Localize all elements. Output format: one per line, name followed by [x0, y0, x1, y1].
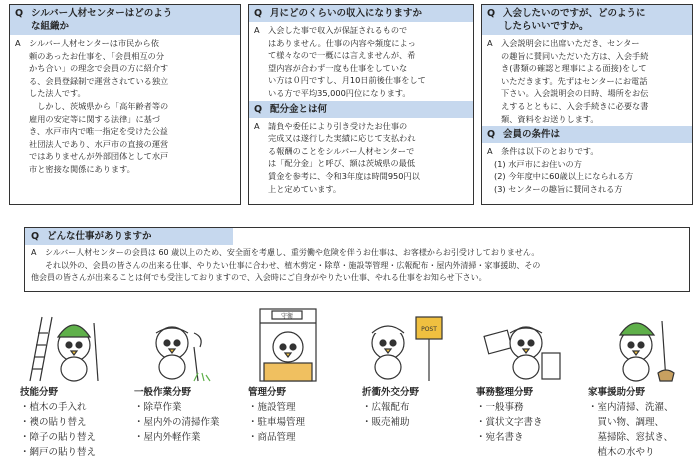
- category-item: ・商品管理: [248, 432, 296, 443]
- condition-item: (1) 水戸市にお住いの方: [494, 158, 582, 169]
- a-marker: A: [15, 38, 21, 48]
- question-title: 月にどのくらいの収入になりますか: [270, 8, 423, 19]
- category-general-work: [134, 385, 220, 445]
- answer-paragraph: [29, 37, 235, 100]
- answer-line: はありません。仕事の内容や頻度によっ: [268, 37, 416, 48]
- category-title: 事務整理分野: [476, 387, 534, 398]
- question-title: 配分金とは何: [270, 103, 328, 115]
- a-marker: A: [254, 120, 260, 131]
- a-marker: A: [254, 25, 260, 35]
- a-marker: A: [487, 146, 493, 157]
- answer-line: 入会した事で収入が保証されるもので: [268, 25, 408, 35]
- answer-line: えするとともに、入会手続きに必要な書: [501, 100, 649, 111]
- category-item: ・販売補助: [362, 417, 410, 428]
- answer-line: 条件は以下のとおりです。: [501, 146, 599, 157]
- answer-line: 頼のあったお仕事を、「会員相互の分: [29, 50, 165, 61]
- answer-body: [249, 22, 473, 100]
- category-item: ・屋内外軽作業: [134, 432, 201, 443]
- answer-body: [482, 35, 692, 125]
- category-item: ・賞状文字書き: [476, 417, 543, 428]
- category-item: ・除草作業: [134, 402, 182, 413]
- answer-line: 下さい。入会説明会の日時、場所をお伝: [501, 88, 649, 99]
- q-marker: Q: [487, 129, 496, 141]
- answer-line: 上と定めています。: [268, 183, 342, 194]
- question-title-line: したらいいですか。: [503, 21, 589, 32]
- category-item: ・駐車場管理: [248, 417, 306, 428]
- guard-sign: 守衛: [280, 313, 294, 320]
- mascot-gardener-illustration: [18, 303, 108, 383]
- category-title: 技能分野: [20, 387, 59, 398]
- answer-line: る、会員登録制で運営されている独立: [29, 75, 169, 86]
- category-title: 折衝外交分野: [362, 387, 420, 398]
- category-item: ・一般事務: [476, 402, 524, 413]
- faq-box-organization: [9, 4, 241, 205]
- faq-box-join: [481, 4, 693, 205]
- q-marker: Q: [31, 231, 40, 242]
- faq-box-income: [248, 4, 474, 205]
- condition-item: (2) 今年度中に60歳以上になられる方: [494, 171, 634, 182]
- category-item: ・障子の貼り替え: [20, 432, 97, 443]
- category-title: 家事援助分野: [588, 387, 646, 398]
- mascot-office-illustration: [478, 303, 568, 383]
- question-header: [482, 126, 692, 143]
- question-header: [25, 228, 233, 245]
- answer-line: 賃金を参考に、令和3年度は時間950円以: [268, 170, 420, 181]
- category-negotiation: [362, 385, 419, 430]
- faq-box-jobs: [24, 227, 690, 292]
- q-marker: Q: [487, 8, 496, 19]
- answer-line: 望内容が合わず一度も仕事をしていな: [268, 62, 408, 73]
- answer-body: [25, 245, 689, 287]
- answer-line: いる方で平均35,000円位になります。: [268, 87, 411, 98]
- answer-line: は「配分金」と呼び、額は茨城県の最低: [268, 158, 416, 169]
- answer-line: シルバー人材センターの会員は 60 歳以上のため、安全面を考慮し、重労働や危険を伴うお仕事は、お客様からお引受けしておりません。: [45, 248, 540, 257]
- question-header: [249, 101, 473, 118]
- answer-line: て様々なので一概には言えませんが、希: [268, 50, 416, 61]
- answer-line: シルバー人材センターは市民から依: [29, 38, 159, 48]
- category-item: ・宛名書き: [476, 432, 524, 443]
- category-title: 一般作業分野: [134, 387, 192, 398]
- question-title-line: な組織か: [31, 21, 70, 32]
- q-marker: Q: [15, 8, 24, 19]
- category-item: ・植木の手入れ: [20, 402, 87, 413]
- category-item: 買い物、調理、: [588, 417, 665, 428]
- question-header: [10, 5, 240, 35]
- answer-line: ではありませんが外部団体として水戸: [29, 151, 169, 162]
- category-management: [248, 385, 305, 445]
- category-item: ・網戸の貼り替え: [20, 447, 97, 458]
- category-skills: [20, 385, 96, 460]
- answer-body: [249, 118, 473, 196]
- answer-line: した法人です。: [29, 88, 86, 99]
- answer-line: 請負や委任により引き受けたお仕事の: [268, 120, 408, 131]
- answer-line: き(書類の確認と理事による面接)をして: [501, 63, 647, 74]
- mascot-post-illustration: [358, 303, 448, 383]
- q-marker: Q: [254, 8, 263, 19]
- category-item: ・室内清掃、洗濯、: [588, 402, 674, 413]
- question-title-line: シルバー人材センターはどのよう: [31, 8, 173, 19]
- category-housework: [588, 385, 674, 460]
- answer-line: 他会員の皆さんが出来ることは何でも受注しておりますので、入会時にご自身がやりたい仕事、やれる仕事をお知らせ下さい。: [31, 273, 487, 282]
- a-marker: A: [487, 38, 493, 48]
- answer-line: い方は０円ですし、月10日前後仕事をして: [268, 75, 426, 86]
- question-title-line: 入会したいのですが、どのように: [503, 8, 646, 19]
- answer-line: 雇用の安定等に関する法律」に基づ: [29, 113, 161, 124]
- answer-line: き、水戸市内で唯一指定を受けた公益: [29, 126, 168, 137]
- conditions-list: [482, 158, 692, 196]
- answer-line: 市と密接な関係にあります。: [29, 163, 135, 174]
- answer-line: る報酬のことをシルバー人材センターで: [268, 145, 415, 156]
- answer-line: 社団法人であり、水戸市の直接の運営: [29, 138, 169, 149]
- question-title: どんな仕事がありますか: [47, 231, 152, 242]
- condition-item: (3) センターの趣旨に賛同される方: [494, 183, 623, 194]
- mascot-housework-illustration: [596, 303, 686, 383]
- category-item: ・襖の貼り替え: [20, 417, 87, 428]
- answer-body: [482, 143, 692, 158]
- answer-line: 類、資料をお送りします。: [501, 113, 599, 124]
- mascot-guard-booth-illustration: [240, 303, 330, 383]
- answer-line: いただきます。先ずはセンターにお電話: [501, 75, 648, 86]
- answer-paragraph: [29, 100, 235, 176]
- answer-line: の趣旨に賛同いただいた方は、入会手続: [501, 50, 649, 61]
- category-office: [476, 385, 543, 445]
- answer-line: かち合い」の理念で会員の方に紹介す: [29, 63, 169, 74]
- mascot-weeding-illustration: [128, 303, 218, 383]
- answer-line: それ以外の、会員の皆さんの出来る仕事、やりたい仕事に合わせ、植木剪定・除草・施設等管理・広報配布・屋内外清掃・家事援助、その: [45, 260, 541, 270]
- question-header: [249, 5, 473, 22]
- answer-body: [10, 35, 240, 176]
- category-item: ・屋内外の清掃作業: [134, 417, 220, 428]
- category-item: ・施設管理: [248, 402, 296, 413]
- answer-line: 完成又は遂行した実績に応じて支払われ: [268, 133, 416, 144]
- a-marker: A: [31, 248, 37, 257]
- answer-line: 入会説明会に出席いただき、センター: [501, 38, 640, 48]
- category-title: 管理分野: [248, 387, 287, 398]
- post-sign: POST: [421, 326, 437, 333]
- q-marker: Q: [254, 103, 263, 115]
- question-title: 会員の条件は: [503, 129, 561, 141]
- category-item: ・広報配布: [362, 402, 410, 413]
- answer-line: しかし、茨城県から「高年齢者等の: [37, 100, 169, 111]
- category-item: 植木の水やり: [588, 447, 655, 458]
- category-item: 墓掃除、窓拭き、: [588, 432, 674, 443]
- question-header: [482, 5, 692, 35]
